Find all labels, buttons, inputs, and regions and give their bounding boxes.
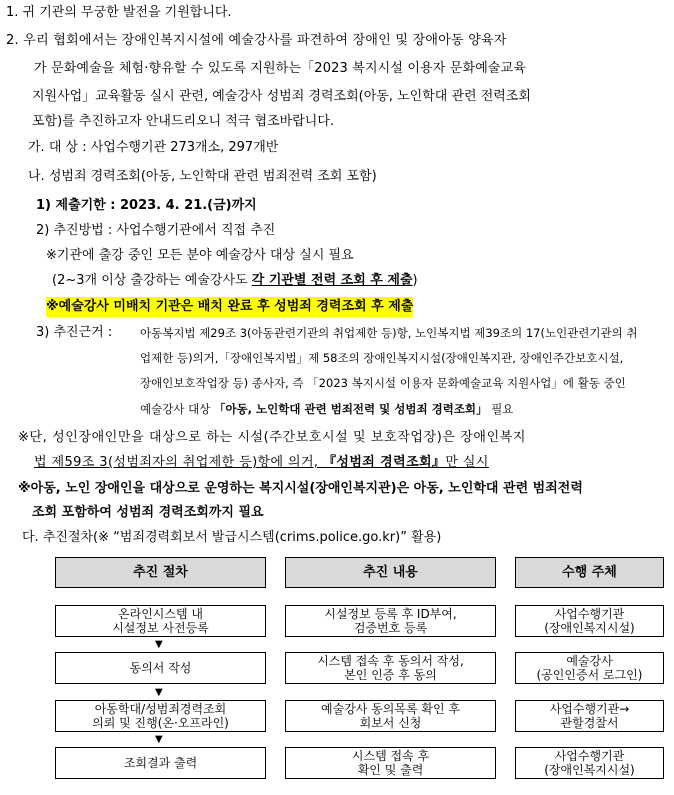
note-1-line-1: ※단, 성인장애인만을 대상으로 하는 시설(주간보호시설 및 보호작업장)은 장애인복지 [18, 430, 527, 445]
paragraph-1: 1. 귀 기관의 무궁한 발전을 기원합니다. [6, 5, 232, 20]
step-cell: 온라인시스템 내 시설정보 사전등록 [55, 605, 266, 637]
basis-line-4: 예술강사 대상 「아동, 노인학대 관련 범죄전력 및 성범죄 경력조회」 필요 [140, 402, 514, 416]
deadline: 1) 제출기한 : 2023. 4. 21.(금)까지 [36, 198, 257, 213]
header-content: 추진 내용 [285, 557, 496, 588]
paragraph-2-line-4: 포함)를 추진하고자 안내드리오니 적극 협조바랍니다. [32, 114, 335, 129]
step-cell: 아동학대/성범죄경력조회 의뢰 및 진행(온·오프라인) [55, 700, 266, 732]
actor-cell: 사업수행기관→ 관할경찰서 [515, 700, 664, 732]
content-cell: 시설정보 등록 후 ID부여, 검증번호 등록 [285, 605, 496, 637]
step-cell: 동의서 작성 [55, 652, 266, 684]
content-cell: 예술강사 동의목록 확인 후 회보서 신청 [285, 700, 496, 732]
down-arrow-icon: ▼ [155, 639, 163, 650]
actor-cell: 사업수행기관 (장애인복지시설) [515, 605, 664, 637]
note-2-line-1: ※아동, 노인 장애인을 대상으로 운영하는 복지시설(장애인복지관)은 아동, 노인학대 관련 범죄전력 [18, 481, 583, 496]
item-na: 나. 성범죄 경력조회(아동, 노인학대 관련 범죄전력 조회 포함) [28, 169, 377, 184]
header-actor: 수행 주체 [515, 557, 664, 588]
content-cell: 시스템 접속 후 동의서 작성, 본인 인증 후 동의 [285, 652, 496, 684]
step-cell: 조회결과 출력 [55, 747, 266, 779]
paragraph-2-line-3: 지원사업」교육활동 실시 관련, 예술강사 성범죄 경력조회(아동, 노인학대 관련 전력조회 [32, 89, 531, 104]
item-da: 다. 추진절차(※ “범죄경력회보서 발급시스템(crims.police.go.kr)” 활용) [22, 530, 442, 545]
method-note-3-highlight: ※예술강사 미배치 기관은 배치 완료 후 성범죄 경력조회 후 제출 [46, 297, 413, 317]
note-2-line-2: 조회 포함하여 성범죄 경력조회까지 필요 [32, 505, 264, 520]
down-arrow-icon: ▼ [155, 734, 163, 745]
down-arrow-icon: ▼ [155, 687, 163, 698]
content-cell: 시스템 접속 후 확인 및 출력 [285, 747, 496, 779]
basis-line-3: 장애인보호작업장 등) 종사자, 즉 「2023 복지시설 이용자 문화예술교육 지원사업」에 활동 중인 [140, 376, 626, 390]
method: 2) 추진방법 : 사업수행기관에서 직접 추진 [36, 223, 276, 238]
paragraph-2-line-1: 2. 우리 협회에서는 장애인복지시설에 예술강사를 파견하여 장애인 및 장애아동 양육자 [6, 33, 507, 48]
note-1-line-2: 법 제59조 3(성범죄자의 취업제한 등)항에 의거, 『성범죄 경력조회』만 실시 [34, 455, 489, 470]
header-step: 추진 절차 [55, 557, 266, 588]
basis-label: 3) 추진근거 : [36, 325, 113, 340]
basis-line-1: 아동복지법 제29조 3(아동관련기관의 취업제한 등)항, 노인복지법 제39조의 17(노인관련기관의 취 [140, 326, 638, 340]
basis-line-2: 업제한 등)의거,「장애인복지법」제 58조의 장애인복지시설(장애인복지관, 장애인주간보호시설, [140, 351, 624, 365]
method-note-2: (2~3개 이상 출강하는 예술강사도 각 기관별 전력 조회 후 제출) [52, 273, 418, 288]
paragraph-2-line-2: 가 문화예술을 체험·향유할 수 있도록 지원하는「2023 복지시설 이용자 문화예술교육 [34, 61, 527, 76]
item-ga: 가. 대 상 : 사업수행기관 273개소, 297개반 [28, 140, 279, 155]
actor-cell: 사업수행기관 (장애인복지시설) [515, 747, 664, 779]
method-note-1: ※기관에 출강 중인 모든 분야 예술강사 대상 실시 필요 [46, 248, 354, 263]
actor-cell: 예술강사 (공인인증서 로그인) [515, 652, 664, 684]
